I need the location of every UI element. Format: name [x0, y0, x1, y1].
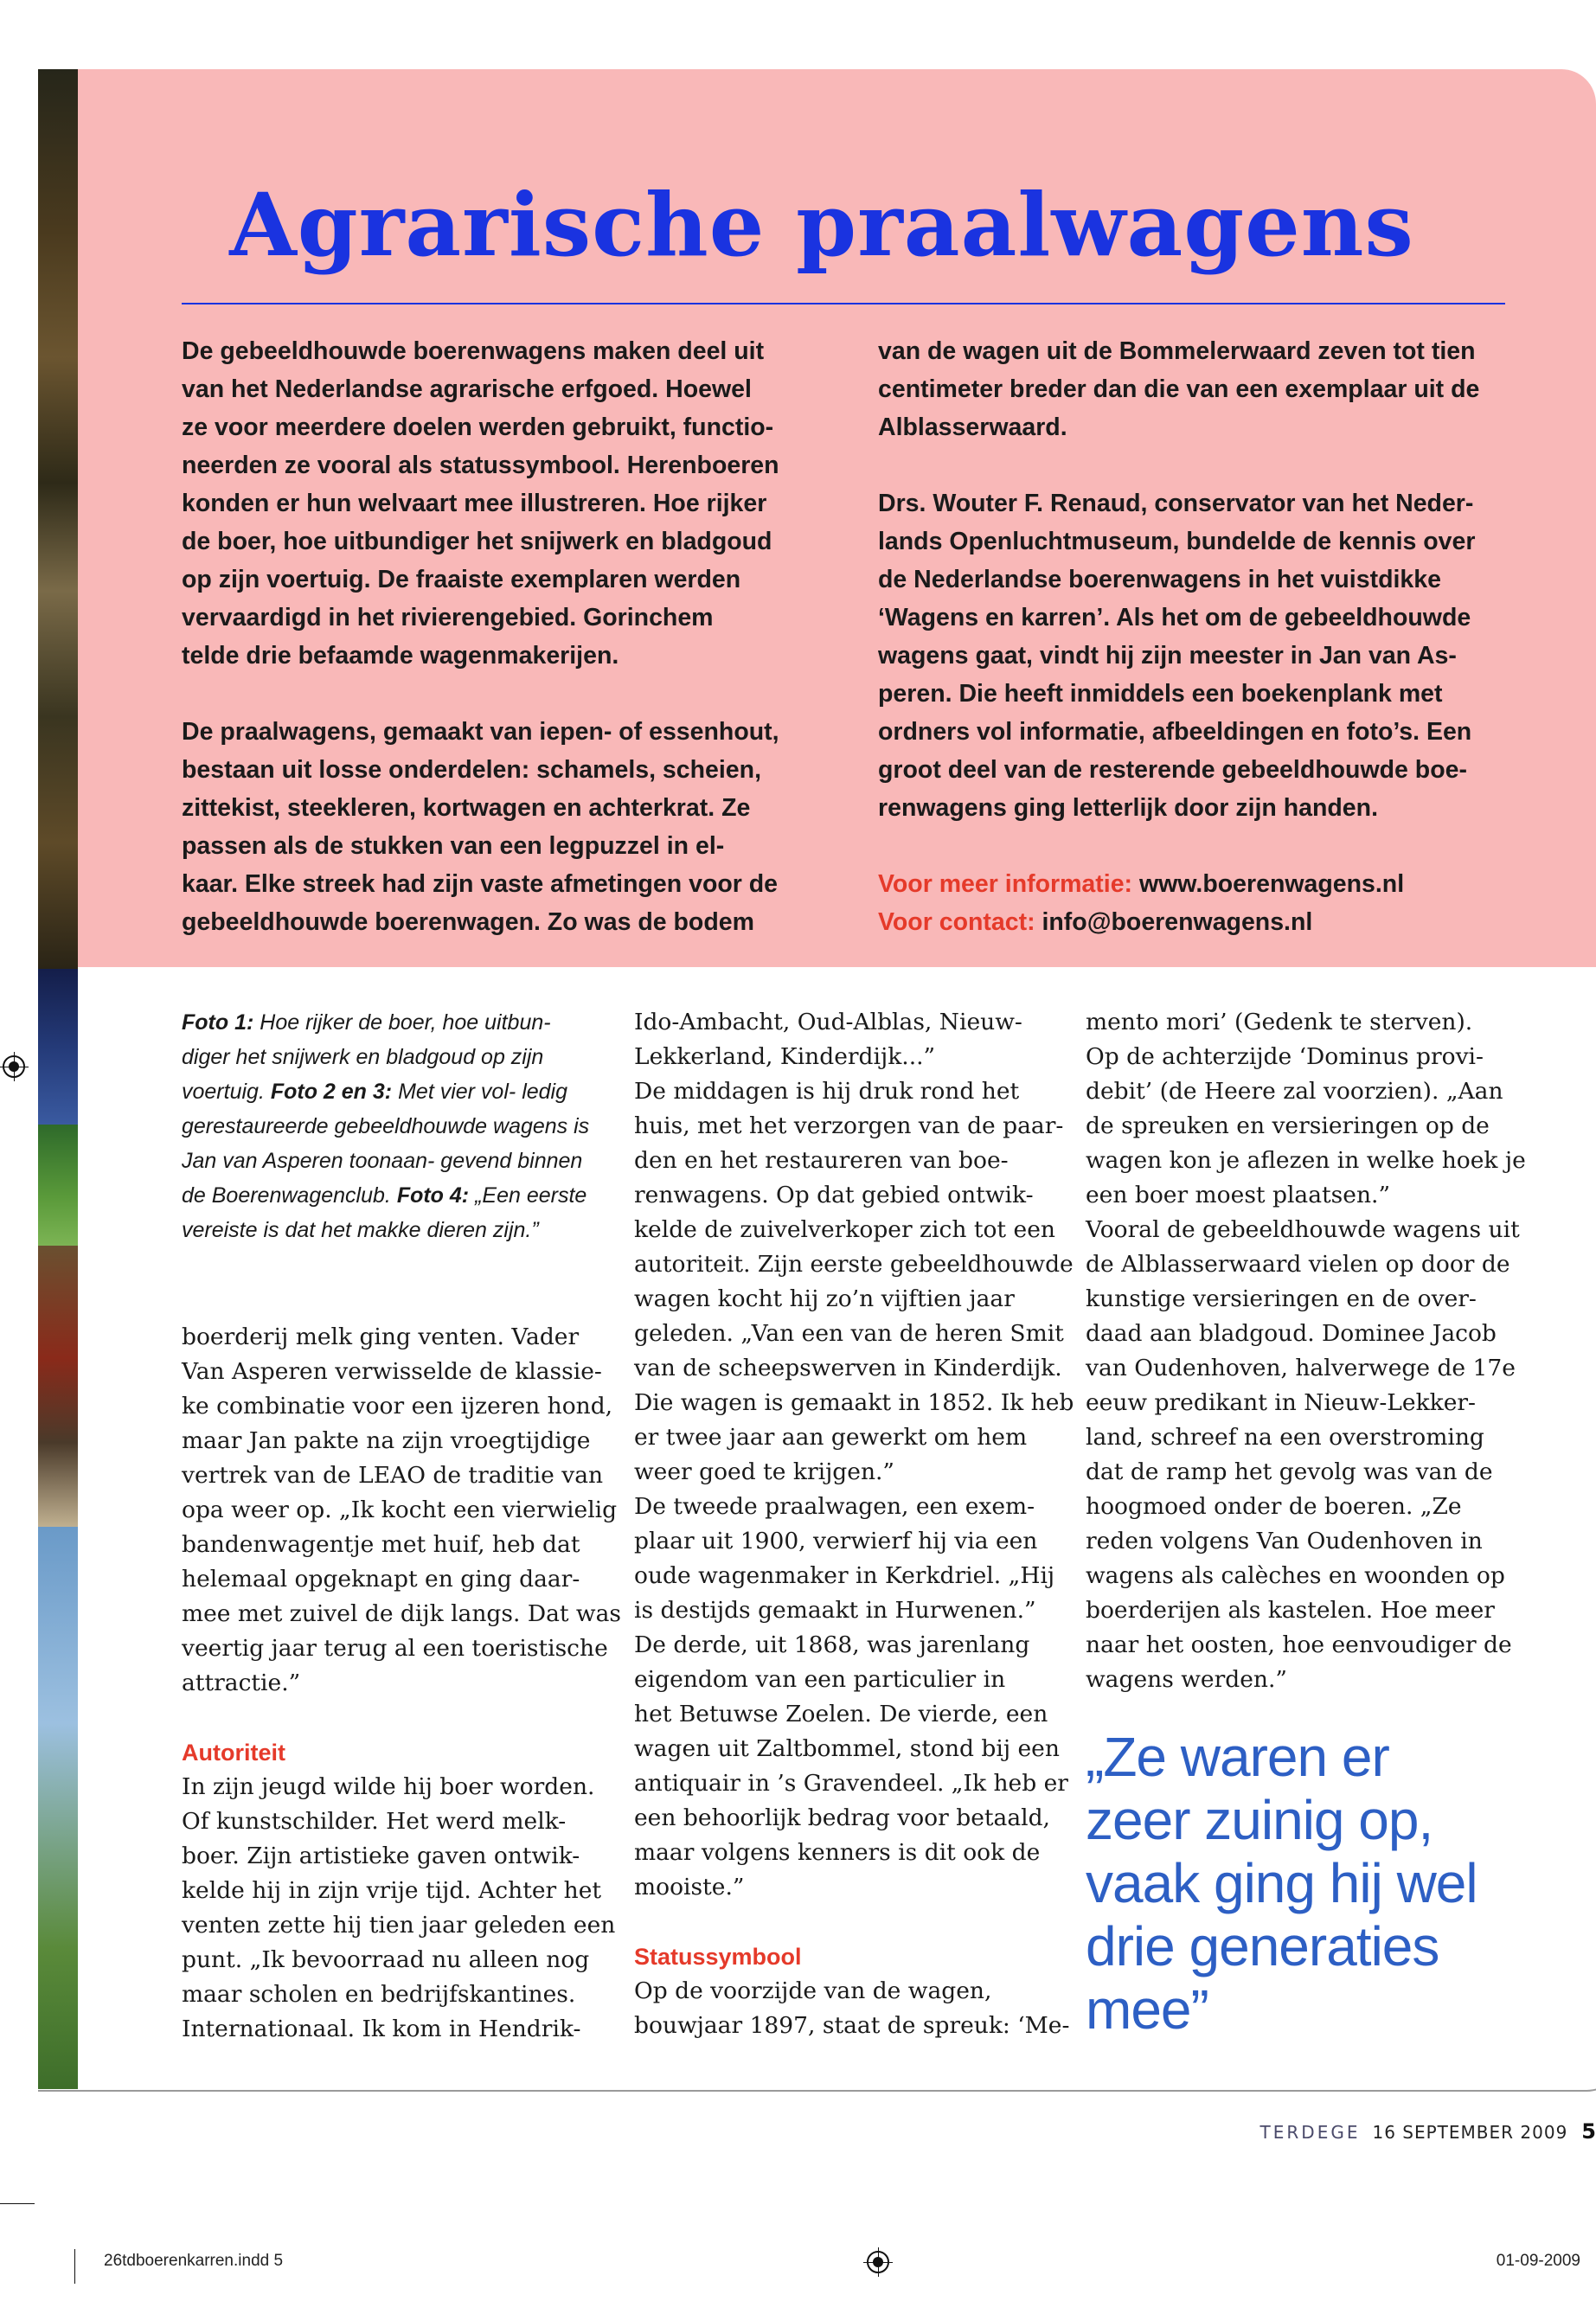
text-line: Alblasserwaard.	[878, 413, 1067, 441]
subhead-statussymbool: Statussymbool	[634, 1944, 802, 1970]
text-line: weer goed te krijgen.”	[634, 1458, 894, 1485]
text-line: venten zette hij tien jaar geleden een	[182, 1912, 616, 1939]
text-line: Op de achterzijde ‘Dominus provi-	[1086, 1043, 1484, 1070]
caption-line: diger het snijwerk en bladgoud op zijn	[182, 1045, 544, 1069]
pull-quote	[1086, 1726, 1570, 2041]
text-line: reden volgens Van Oudenhoven in	[1086, 1528, 1483, 1554]
text-line: huis, met het verzorgen van de paar-	[634, 1112, 1064, 1139]
magazine-name: TERDEGE	[1259, 2122, 1361, 2143]
slug-filename: 26tdboerenkarren.indd 5	[104, 2252, 284, 2270]
text-line: eeuw predikant in Nieuw-Lekker-	[1086, 1389, 1477, 1416]
info-link[interactable]: www.boerenwagens.nl	[1138, 870, 1405, 898]
photo-caption	[182, 1005, 593, 1247]
text-line: In zijn jeugd wilde hij boer worden.	[182, 1773, 595, 1800]
title-rule	[182, 303, 1505, 304]
text-line: mooiste.”	[634, 1874, 745, 1900]
text-line: renwagens. Op dat gebied ontwik-	[634, 1182, 1034, 1208]
text-line: het Betuwse Zoelen. De vierde, een	[634, 1701, 1048, 1727]
caption-line: voertuig. Foto 2 en 3: Met vier vol-	[182, 1080, 516, 1104]
text-line: debit’ (de Heere zal voorzien). „Aan	[1086, 1078, 1503, 1105]
registration-mark	[3, 1055, 25, 1078]
text-line: veertig jaar terug al een toeristische	[182, 1635, 608, 1662]
body-column-2	[634, 1005, 1074, 2043]
text-line: bouwjaar 1897, staat de spreuk: ‘Me-	[634, 2012, 1070, 2039]
text-line: mento mori’ (Gedenk te sterven).	[1086, 1009, 1473, 1035]
text-line: attractie.”	[182, 1670, 301, 1696]
caption-line: wagens is Jan van Asperen toonaan-	[182, 1114, 590, 1173]
info-line	[878, 865, 1535, 903]
text-line: vervaardigd in het rivierengebied. Gorinchem	[182, 604, 714, 631]
text-line: Op de voorzijde van de wagen,	[634, 1977, 992, 2004]
registration-mark	[867, 2251, 889, 2273]
text-line: Drs. Wouter F. Renaud, conservator van het Neder-	[878, 490, 1474, 517]
text-line: De gebeeldhouwde boerenwagens maken deel uit	[182, 337, 765, 365]
text-line: mee met zuivel de dijk langs. Dat was	[182, 1600, 622, 1627]
text-line: De derde, uit 1868, was jarenlang	[634, 1631, 1030, 1658]
text-line: den en het restaureren van boe-	[634, 1147, 1009, 1174]
text-line: kunstige versieringen en de over-	[1086, 1285, 1477, 1312]
text-line: opa weer op. „Ik kocht een vierwielig	[182, 1497, 618, 1523]
text-line: land, schreef na een overstroming	[1086, 1424, 1484, 1451]
text-line: Lekkerland, Kinderdijk...”	[634, 1043, 936, 1070]
text-line: oude wagenmaker in Kerkdriel. „Hij	[634, 1562, 1055, 1589]
text-line: wagen kocht hij zo’n vijftien jaar	[634, 1285, 1015, 1312]
text-line: Of kunstschilder. Het werd melk-	[182, 1808, 567, 1835]
text-line: peren. Die heeft inmiddels een boekenplank met	[878, 680, 1443, 708]
text-line: vertrek van de LEAO de traditie van	[182, 1462, 604, 1489]
text-line: wagen uit Zaltbommel, stond bij een	[634, 1735, 1060, 1762]
folio	[1260, 2119, 1596, 2145]
text-line: geleden. „Van een van de heren Smit	[634, 1320, 1064, 1347]
issue-date: 16 SEPTEMBER 2009	[1372, 2122, 1568, 2143]
info-label: Voor meer informatie:	[878, 870, 1133, 898]
text-line: wagen kon je aflezen in welke hoek je	[1086, 1147, 1526, 1174]
body-text	[1086, 1005, 1526, 1697]
body-text	[634, 1974, 1070, 2043]
text-line: groot deel van de resterende gebeeldhouwde boe-	[878, 756, 1467, 784]
text-line: maar volgens kenners is dit ook de	[634, 1839, 1041, 1866]
crop-mark	[74, 2249, 75, 2284]
page-number: 5	[1581, 2119, 1596, 2144]
pull-quote-line: „Ze waren er	[1086, 1726, 1389, 1788]
body-text	[634, 1005, 1074, 1905]
text-line: ke combinatie voor een ijzeren hond,	[182, 1393, 613, 1420]
crop-mark	[0, 2203, 35, 2204]
body-column-3	[1086, 1005, 1526, 1697]
text-line: wagens als calèches en woonden op	[1086, 1562, 1505, 1589]
text-line: punt. „Ik bevoorraad nu alleen nog	[182, 1946, 590, 1973]
caption-line: gevend binnen de Boerenwagenclub.	[182, 1149, 583, 1208]
text-line: passen als de stukken van een legpuzzel in el-	[182, 832, 725, 860]
text-line: ze voor meerdere doelen werden gebruikt, functio-	[182, 413, 774, 441]
text-line: helemaal opgeknapt en ging daar-	[182, 1566, 580, 1593]
text-line: autoriteit. Zijn eerste gebeeldhouwde	[634, 1251, 1074, 1278]
text-line: bestaan uit losse onderdelen: schamels, scheien,	[182, 756, 761, 784]
text-line: een boer moest plaatsen.”	[1086, 1182, 1390, 1208]
text-line: lands Openluchtmuseum, bundelde de kennis over	[878, 528, 1476, 555]
text-line: boerderijen als kastelen. Hoe meer	[1086, 1597, 1495, 1624]
text-line: bandenwagentje met huif, heb dat	[182, 1531, 580, 1558]
text-line: van de wagen uit de Bommelerwaard zeven tot tien	[878, 337, 1476, 365]
pull-quote-line: mee”	[1086, 1978, 1208, 2041]
text-line: gebeeldhouwde boerenwagen. Zo was de bodem	[182, 908, 754, 936]
caption-line: Foto 4: „Een eerste vereiste is dat het	[182, 1183, 587, 1242]
text-line: renwagens ging letterlijk door zijn handen.	[878, 794, 1378, 822]
intro-paragraph-3	[878, 332, 1535, 446]
text-line: telde drie befaamde wagenmakerijen.	[182, 642, 619, 670]
text-line: zittekist, steekleren, kortwagen en achterkrat. Ze	[182, 794, 751, 822]
page-title: Agrarische praalwagens	[229, 174, 1414, 276]
text-line: De middagen is hij druk rond het	[634, 1078, 1020, 1105]
pull-quote-line: zeer zuinig op,	[1086, 1789, 1433, 1851]
text-line: konden er hun welvaart mee illustreren. Hoe rijker	[182, 490, 767, 517]
subhead-autoriteit: Autoriteit	[182, 1740, 285, 1766]
text-line: dat de ramp het gevolg was van de	[1086, 1458, 1493, 1485]
intro-column-2	[878, 332, 1535, 941]
text-line: De praalwagens, gemaakt van iepen- of essenhout,	[182, 718, 779, 746]
body-text	[182, 1770, 616, 2047]
text-line: De tweede praalwagen, een exem-	[634, 1493, 1035, 1520]
text-line: de Alblasserwaard vielen op door de	[1086, 1251, 1510, 1278]
text-line: daad aan bladgoud. Dominee Jacob	[1086, 1320, 1497, 1347]
text-line: wagens werden.”	[1086, 1666, 1287, 1693]
caption-line: makke dieren zijn.”	[356, 1218, 539, 1242]
text-line: kelde de zuivelverkoper zich tot een	[634, 1216, 1055, 1243]
contact-line	[878, 903, 1535, 941]
text-line: wagens gaat, vindt hij zijn meester in Jan van As-	[878, 642, 1457, 670]
photo-strip-top	[38, 69, 78, 969]
text-line: plaar uit 1900, verwierf hij via een	[634, 1528, 1038, 1554]
text-line: centimeter breder dan die van een exemplaar uit de	[878, 375, 1480, 403]
intro-column-1	[182, 332, 839, 979]
caption-line: Foto 1: Hoe rijker de boer, hoe uitbun-	[182, 1010, 551, 1035]
text-line: naar het oosten, hoe eenvoudiger de	[1086, 1631, 1512, 1658]
text-line: een behoorlijk bedrag voor betaald,	[634, 1804, 1050, 1831]
text-line: de Nederlandse boerenwagens in het vuistdikke	[878, 566, 1441, 593]
pull-quote-line: drie generaties	[1086, 1915, 1439, 1977]
text-line: ‘Wagens en karren’. Als het om de gebeeldhouwde	[878, 604, 1471, 631]
text-line: maar Jan pakte na zijn vroegtijdige	[182, 1427, 591, 1454]
text-line: van de scheepswerven in Kinderdijk.	[634, 1355, 1062, 1381]
text-line: Internationaal. Ik kom in Hendrik-	[182, 2016, 581, 2042]
text-line: op zijn voertuig. De fraaiste exemplaren werden	[182, 566, 741, 593]
text-line: van Oudenhoven, halverwege de 17e	[1086, 1355, 1516, 1381]
text-line: ordners vol informatie, afbeeldingen en foto’s. Een	[878, 718, 1472, 746]
caption-line: ledig gerestaureerde gebeeldhouwde	[182, 1080, 568, 1138]
intro-paragraph-4	[878, 484, 1535, 827]
text-line: eigendom van een particulier in	[634, 1666, 1006, 1693]
text-line: maar scholen en bedrijfskantines.	[182, 1981, 576, 2008]
text-line: antiquair in ’s Gravendeel. „Ik heb er	[634, 1770, 1068, 1797]
pull-quote-line: vaak ging hij wel	[1086, 1852, 1477, 1914]
text-line: is destijds gemaakt in Hurwenen.”	[634, 1597, 1036, 1624]
text-line: Vooral de gebeeldhouwde wagens uit	[1086, 1216, 1520, 1243]
text-line: hoogmoed onder de boeren. „Ze	[1086, 1493, 1462, 1520]
text-line: de spreuken en versieringen op de	[1086, 1112, 1490, 1139]
text-line: neerden ze vooral als statussymbool. Herenboeren	[182, 452, 779, 479]
intro-paragraph-1	[182, 332, 839, 675]
text-line: er twee jaar aan gewerkt om hem	[634, 1424, 1028, 1451]
slug-date: 01-09-2009	[1496, 2252, 1580, 2270]
body-column-1	[182, 1320, 622, 2047]
text-line: kaar. Elke streek had zijn vaste afmetingen voor de	[182, 870, 779, 898]
text-line: boerderij melk ging venten. Vader	[182, 1324, 580, 1350]
text-line: Ido-Ambacht, Oud-Alblas, Nieuw-	[634, 1009, 1022, 1035]
text-line: kelde hij in zijn vrije tijd. Achter het	[182, 1877, 602, 1904]
contact-email[interactable]: info@boerenwagens.nl	[1042, 908, 1313, 936]
text-line: van het Nederlandse agrarische erfgoed. Hoewel	[182, 375, 752, 403]
text-line: de boer, hoe uitbundiger het snijwerk en bladgoud	[182, 528, 772, 555]
intro-paragraph-2	[182, 713, 839, 941]
contact-label: Voor contact:	[878, 908, 1035, 936]
body-text	[182, 1320, 622, 1701]
text-line: Die wagen is gemaakt in 1852. Ik heb	[634, 1389, 1074, 1416]
text-line: Van Asperen verwisselde de klassie-	[182, 1358, 602, 1385]
text-line: boer. Zijn artistieke gaven ontwik-	[182, 1843, 580, 1869]
